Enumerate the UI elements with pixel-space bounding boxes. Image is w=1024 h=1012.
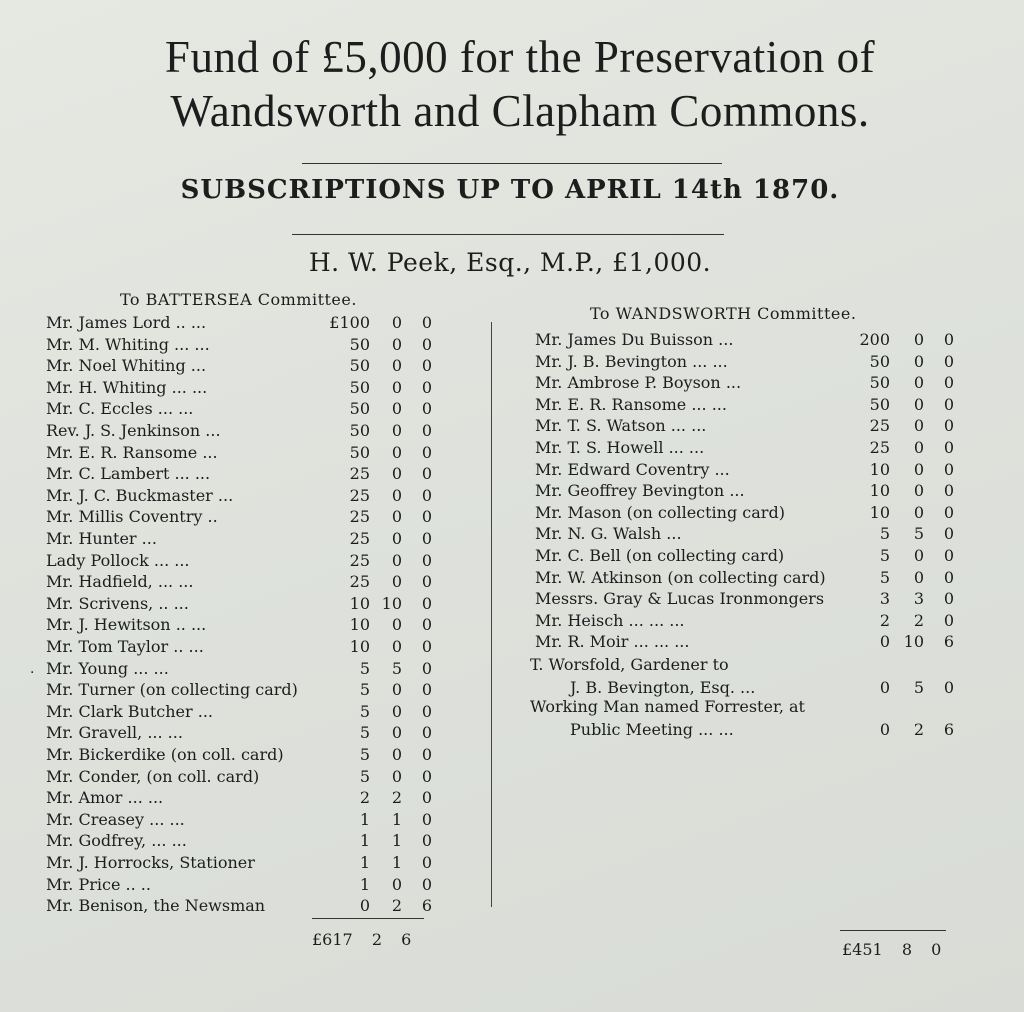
battersea-name: Mr. M. Whiting ... ... bbox=[46, 334, 210, 354]
forrester-line-2: Public Meeting ... ... bbox=[570, 720, 734, 739]
wandsworth-pence: 0 bbox=[943, 589, 954, 609]
battersea-shillings: 0 bbox=[391, 485, 402, 505]
battersea-pence: 0 bbox=[421, 529, 432, 548]
battersea-pence: 0 bbox=[421, 356, 432, 376]
wandsworth-pence: 0 bbox=[943, 438, 954, 457]
wandsworth-pounds: 50 bbox=[869, 351, 890, 371]
battersea-name: Mr. Creasey ... ... bbox=[46, 809, 185, 829]
battersea-row bbox=[46, 722, 438, 743]
wandsworth-row bbox=[535, 329, 960, 350]
wandsworth-name: Mr. James Du Buisson ... bbox=[535, 330, 734, 349]
battersea-pounds: 5 bbox=[359, 658, 370, 678]
battersea-shillings: 0 bbox=[391, 550, 402, 570]
battersea-pounds: 50 bbox=[349, 356, 370, 376]
battersea-pounds: 25 bbox=[349, 507, 370, 527]
battersea-row bbox=[46, 377, 438, 398]
wandsworth-row bbox=[535, 567, 960, 588]
battersea-shillings: 2 bbox=[391, 896, 402, 916]
battersea-name: Mr. Young ... ... bbox=[46, 658, 169, 678]
wandsworth-pounds: 25 bbox=[869, 438, 890, 457]
forrester-line-1: Working Man named Forrester, at bbox=[530, 697, 805, 716]
wandsworth-pence: 0 bbox=[943, 524, 954, 544]
battersea-pence: 0 bbox=[421, 421, 432, 440]
battersea-name: Mr. Tom Taylor .. ... bbox=[46, 637, 204, 656]
wandsworth-pounds: 10 bbox=[869, 502, 890, 522]
wandsworth-shillings: 0 bbox=[913, 394, 924, 414]
battersea-shillings: 0 bbox=[391, 334, 402, 354]
wandsworth-pence: 0 bbox=[943, 610, 954, 630]
wandsworth-pence: 0 bbox=[943, 481, 954, 501]
wandsworth-pounds: 5 bbox=[879, 567, 890, 587]
battersea-row bbox=[46, 830, 438, 851]
battersea-name: Mr. Bickerdike (on coll. card) bbox=[46, 745, 284, 764]
battersea-row bbox=[46, 420, 438, 441]
battersea-pounds: £100 bbox=[329, 313, 370, 332]
battersea-name: Mr. Hunter ... bbox=[46, 529, 157, 548]
battersea-pounds: 1 bbox=[359, 831, 370, 851]
title-line-2: Wandsworth and Clapham Commons. bbox=[170, 86, 870, 136]
wandsworth-row bbox=[535, 545, 960, 566]
battersea-pounds: 1 bbox=[359, 809, 370, 829]
battersea-name: Mr. Price .. .. bbox=[46, 874, 151, 894]
rule-top bbox=[302, 163, 722, 164]
battersea-name: Mr. Millis Coventry .. bbox=[46, 507, 218, 527]
battersea-name: Mr. C. Eccles ... ... bbox=[46, 399, 194, 419]
wandsworth-shillings: 0 bbox=[913, 416, 924, 436]
battersea-pounds: 25 bbox=[349, 485, 370, 505]
battersea-row bbox=[46, 766, 438, 787]
wandsworth-pence: 0 bbox=[943, 567, 954, 587]
wandsworth-row bbox=[535, 415, 960, 436]
wandsworth-pounds: 200 bbox=[859, 330, 890, 349]
battersea-name: Mr. C. Lambert ... ... bbox=[46, 464, 211, 484]
margin-dot: · bbox=[30, 665, 35, 681]
battersea-pounds: 5 bbox=[359, 745, 370, 764]
battersea-name: Mr. Noel Whiting ... bbox=[46, 356, 207, 376]
subtitle: SUBSCRIPTIONS UP TO APRIL 14th 1870. bbox=[180, 175, 840, 205]
battersea-pence: 0 bbox=[421, 313, 432, 332]
battersea-row bbox=[46, 528, 438, 549]
column-divider bbox=[491, 322, 492, 907]
battersea-shillings: 1 bbox=[391, 853, 402, 872]
battersea-name: Mr. James Lord .. ... bbox=[46, 313, 207, 332]
battersea-pounds: 1 bbox=[359, 853, 370, 872]
battersea-name: Mr. Clark Butcher ... bbox=[46, 701, 213, 721]
battersea-row bbox=[46, 744, 438, 765]
battersea-pence: 0 bbox=[421, 615, 432, 635]
battersea-pence: 0 bbox=[421, 831, 432, 851]
wandsworth-row bbox=[535, 459, 960, 480]
wandsworth-shillings: 0 bbox=[913, 459, 924, 479]
battersea-shillings: 10 bbox=[381, 593, 402, 613]
wandsworth-pence: 0 bbox=[943, 351, 954, 371]
battersea-row bbox=[46, 506, 438, 527]
wandsworth-pence: 0 bbox=[943, 373, 954, 393]
wandsworth-shillings: 0 bbox=[913, 567, 924, 587]
battersea-row bbox=[46, 701, 438, 722]
battersea-shillings: 0 bbox=[391, 377, 402, 397]
battersea-name: Mr. Turner (on collecting card) bbox=[46, 680, 298, 700]
wandsworth-pounds: 2 bbox=[879, 610, 890, 630]
battersea-row bbox=[46, 874, 438, 895]
battersea-name: Mr. E. R. Ransome ... bbox=[46, 442, 218, 462]
battersea-shillings: 0 bbox=[391, 637, 402, 656]
battersea-pounds: 5 bbox=[359, 701, 370, 721]
wandsworth-row bbox=[535, 502, 960, 523]
battersea-shillings: 0 bbox=[391, 874, 402, 894]
battersea-pence: 0 bbox=[421, 766, 432, 786]
battersea-row bbox=[46, 550, 438, 571]
battersea-name: Mr. J. Hewitson .. ... bbox=[46, 615, 207, 635]
battersea-pence: 0 bbox=[421, 853, 432, 872]
battersea-row bbox=[46, 809, 438, 830]
battersea-pence: 0 bbox=[421, 874, 432, 894]
wandsworth-row bbox=[535, 523, 960, 544]
wandsworth-row bbox=[535, 437, 960, 458]
battersea-pence: 0 bbox=[421, 334, 432, 354]
battersea-pence: 0 bbox=[421, 745, 432, 764]
wandsworth-name: Mr. J. B. Bevington ... ... bbox=[535, 351, 728, 371]
battersea-row bbox=[46, 463, 438, 484]
battersea-row bbox=[46, 614, 438, 635]
battersea-name: Mr. Hadfield, ... ... bbox=[46, 572, 194, 592]
battersea-shillings: 5 bbox=[391, 658, 402, 678]
wandsworth-name: Mr. Ambrose P. Boyson ... bbox=[535, 373, 742, 393]
battersea-pence: 0 bbox=[421, 637, 432, 656]
wandsworth-row bbox=[535, 394, 960, 415]
wandsworth-shillings: 0 bbox=[913, 546, 924, 565]
battersea-pence: 0 bbox=[421, 723, 432, 743]
battersea-name: Mr. Benison, the Newsman bbox=[46, 896, 266, 916]
battersea-shillings: 0 bbox=[391, 615, 402, 635]
battersea-pounds: 2 bbox=[359, 788, 370, 808]
battersea-shillings: 0 bbox=[391, 701, 402, 721]
wandsworth-shillings: 0 bbox=[913, 351, 924, 371]
battersea-pounds: 25 bbox=[349, 572, 370, 592]
wandsworth-shillings: 5 bbox=[913, 524, 924, 544]
battersea-pence: 0 bbox=[421, 658, 432, 678]
battersea-total bbox=[312, 930, 411, 949]
battersea-row bbox=[46, 442, 438, 463]
battersea-shillings: 1 bbox=[391, 831, 402, 851]
wandsworth-pounds: 50 bbox=[869, 394, 890, 414]
wandsworth-name: Mr. Edward Coventry ... bbox=[535, 459, 730, 479]
wandsworth-name: Mr. R. Moir ... ... ... bbox=[535, 632, 690, 652]
wandsworth-pence: 6 bbox=[943, 632, 954, 652]
battersea-shillings: 0 bbox=[391, 680, 402, 700]
wandsworth-name: Mr. E. R. Ransome ... ... bbox=[535, 394, 727, 414]
battersea-pounds: 50 bbox=[349, 334, 370, 354]
wandsworth-pounds: 3 bbox=[879, 589, 890, 609]
wandsworth-shillings: 0 bbox=[913, 502, 924, 522]
wandsworth-pence: 0 bbox=[943, 330, 954, 349]
wandsworth-name: Mr. Geoffrey Bevington ... bbox=[535, 481, 745, 501]
battersea-pounds: 1 bbox=[359, 874, 370, 894]
wandsworth-name: Mr. N. G. Walsh ... bbox=[535, 524, 682, 544]
battersea-shillings: 0 bbox=[391, 572, 402, 592]
battersea-pounds: 50 bbox=[349, 442, 370, 462]
battersea-shillings: 0 bbox=[391, 507, 402, 527]
battersea-shillings: 0 bbox=[391, 723, 402, 743]
forrester-pence: 6 bbox=[943, 720, 954, 739]
wandsworth-total-rule bbox=[840, 930, 946, 931]
battersea-row bbox=[46, 485, 438, 506]
battersea-pounds: 50 bbox=[349, 421, 370, 440]
battersea-pence: 6 bbox=[421, 896, 432, 916]
battersea-row bbox=[46, 636, 438, 657]
battersea-pounds: 50 bbox=[349, 399, 370, 419]
battersea-shillings: 0 bbox=[391, 766, 402, 786]
battersea-total-pence: 6 bbox=[401, 930, 412, 949]
wandsworth-pounds: 5 bbox=[879, 546, 890, 565]
worsfold-line-1: T. Worsfold, Gardener to bbox=[530, 655, 729, 674]
wandsworth-shillings: 2 bbox=[913, 610, 924, 630]
battersea-row bbox=[46, 571, 438, 592]
wandsworth-pence: 0 bbox=[943, 394, 954, 414]
battersea-name: Mr. Conder, (on coll. card) bbox=[46, 766, 260, 786]
wandsworth-name: Mr. C. Bell (on collecting card) bbox=[535, 546, 785, 565]
wandsworth-row bbox=[535, 372, 960, 393]
battersea-name: Mr. J. C. Buckmaster ... bbox=[46, 485, 234, 505]
wandsworth-total-shillings: 8 bbox=[901, 940, 912, 959]
battersea-pounds: 10 bbox=[349, 593, 370, 613]
battersea-pence: 0 bbox=[421, 399, 432, 419]
wandsworth-row bbox=[535, 480, 960, 501]
battersea-row bbox=[46, 355, 438, 376]
battersea-row bbox=[46, 334, 438, 355]
battersea-pounds: 10 bbox=[349, 615, 370, 635]
wandsworth-total-pence: 0 bbox=[931, 940, 942, 959]
wandsworth-shillings: 10 bbox=[903, 632, 924, 652]
battersea-pence: 0 bbox=[421, 442, 432, 462]
battersea-pounds: 5 bbox=[359, 766, 370, 786]
wandsworth-shillings: 0 bbox=[913, 330, 924, 349]
battersea-name: Mr. Godfrey, ... ... bbox=[46, 831, 187, 851]
battersea-pence: 0 bbox=[421, 788, 432, 808]
battersea-pence: 0 bbox=[421, 593, 432, 613]
worsfold-shillings: 5 bbox=[913, 678, 924, 697]
worsfold-row bbox=[570, 677, 960, 698]
rule-bottom bbox=[292, 234, 724, 235]
battersea-pounds: 25 bbox=[349, 464, 370, 484]
battersea-name: Mr. Amor ... ... bbox=[46, 788, 164, 808]
battersea-row bbox=[46, 312, 438, 333]
battersea-row bbox=[46, 852, 438, 873]
wandsworth-name: Messrs. Gray & Lucas Ironmongers bbox=[535, 589, 825, 609]
battersea-shillings: 0 bbox=[391, 529, 402, 548]
battersea-pounds: 25 bbox=[349, 529, 370, 548]
battersea-pounds: 5 bbox=[359, 723, 370, 743]
wandsworth-name: Mr. W. Atkinson (on collecting card) bbox=[535, 567, 826, 587]
wandsworth-shillings: 3 bbox=[913, 589, 924, 609]
battersea-shillings: 0 bbox=[391, 464, 402, 484]
battersea-pence: 0 bbox=[421, 464, 432, 484]
battersea-pence: 0 bbox=[421, 485, 432, 505]
battersea-name: Lady Pollock ... ... bbox=[46, 550, 190, 570]
wandsworth-pounds: 0 bbox=[879, 632, 890, 652]
battersea-shillings: 0 bbox=[391, 313, 402, 332]
battersea-name: Mr. Gravell, ... ... bbox=[46, 723, 183, 743]
battersea-shillings: 0 bbox=[391, 356, 402, 376]
wandsworth-total bbox=[842, 940, 941, 959]
battersea-shillings: 2 bbox=[391, 788, 402, 808]
battersea-row bbox=[46, 398, 438, 419]
battersea-shillings: 1 bbox=[391, 809, 402, 829]
worsfold-line-2: J. B. Bevington, Esq. ... bbox=[570, 678, 756, 697]
wandsworth-pounds: 5 bbox=[879, 524, 890, 544]
battersea-shillings: 0 bbox=[391, 421, 402, 440]
battersea-shillings: 0 bbox=[391, 442, 402, 462]
battersea-row bbox=[46, 658, 438, 679]
wandsworth-shillings: 0 bbox=[913, 481, 924, 501]
forrester-row bbox=[570, 719, 960, 740]
battersea-pounds: 5 bbox=[359, 680, 370, 700]
battersea-pounds: 0 bbox=[359, 896, 370, 916]
battersea-pence: 0 bbox=[421, 550, 432, 570]
wandsworth-name: Mr. T. S. Watson ... ... bbox=[535, 416, 707, 436]
wandsworth-pounds: 10 bbox=[869, 481, 890, 501]
wandsworth-shillings: 0 bbox=[913, 438, 924, 457]
battersea-name: Mr. H. Whiting ... ... bbox=[46, 377, 208, 397]
wandsworth-name: Mr. Mason (on collecting card) bbox=[535, 502, 785, 522]
forrester-pounds: 0 bbox=[879, 720, 890, 739]
wandsworth-row bbox=[535, 588, 960, 609]
battersea-total-pounds: £617 bbox=[312, 930, 353, 949]
wandsworth-row bbox=[535, 610, 960, 631]
battersea-pence: 0 bbox=[421, 377, 432, 397]
wandsworth-shillings: 0 bbox=[913, 373, 924, 393]
battersea-row bbox=[46, 895, 438, 916]
battersea-shillings: 0 bbox=[391, 745, 402, 764]
battersea-pounds: 10 bbox=[349, 637, 370, 656]
battersea-pence: 0 bbox=[421, 507, 432, 527]
wandsworth-row bbox=[535, 631, 960, 652]
battersea-pence: 0 bbox=[421, 809, 432, 829]
wandsworth-heading: To WANDSWORTH Committee. bbox=[590, 304, 857, 323]
battersea-name: Mr. J. Horrocks, Stationer bbox=[46, 853, 255, 872]
battersea-pounds: 50 bbox=[349, 377, 370, 397]
battersea-name: Rev. J. S. Jenkinson ... bbox=[46, 421, 221, 440]
battersea-pence: 0 bbox=[421, 680, 432, 700]
title-line-1: Fund of £5,000 for the Preservation of bbox=[164, 32, 876, 82]
battersea-heading: To BATTERSEA Committee. bbox=[120, 290, 357, 309]
wandsworth-name: Mr. Heisch ... ... ... bbox=[535, 610, 685, 630]
wandsworth-pence: 0 bbox=[943, 546, 954, 565]
wandsworth-pounds: 25 bbox=[869, 416, 890, 436]
worsfold-pence: 0 bbox=[943, 678, 954, 697]
forrester-shillings: 2 bbox=[913, 720, 924, 739]
battersea-row bbox=[46, 679, 438, 700]
battersea-row bbox=[46, 787, 438, 808]
wandsworth-pence: 0 bbox=[943, 502, 954, 522]
battersea-pence: 0 bbox=[421, 572, 432, 592]
battersea-total-rule bbox=[312, 918, 424, 919]
wandsworth-total-pounds: £451 bbox=[842, 940, 883, 959]
battersea-pounds: 25 bbox=[349, 550, 370, 570]
wandsworth-pounds: 50 bbox=[869, 373, 890, 393]
battersea-total-shillings: 2 bbox=[371, 930, 382, 949]
battersea-row bbox=[46, 593, 438, 614]
wandsworth-pence: 0 bbox=[943, 459, 954, 479]
wandsworth-pounds: 10 bbox=[869, 459, 890, 479]
lead-subscription: H. W. Peek, Esq., M.P., £1,000. bbox=[308, 248, 712, 277]
battersea-name: Mr. Scrivens, .. ... bbox=[46, 593, 189, 613]
wandsworth-pence: 0 bbox=[943, 416, 954, 436]
wandsworth-name: Mr. T. S. Howell ... ... bbox=[535, 438, 705, 457]
battersea-pence: 0 bbox=[421, 701, 432, 721]
wandsworth-row bbox=[535, 351, 960, 372]
worsfold-pounds: 0 bbox=[879, 678, 890, 697]
battersea-shillings: 0 bbox=[391, 399, 402, 419]
